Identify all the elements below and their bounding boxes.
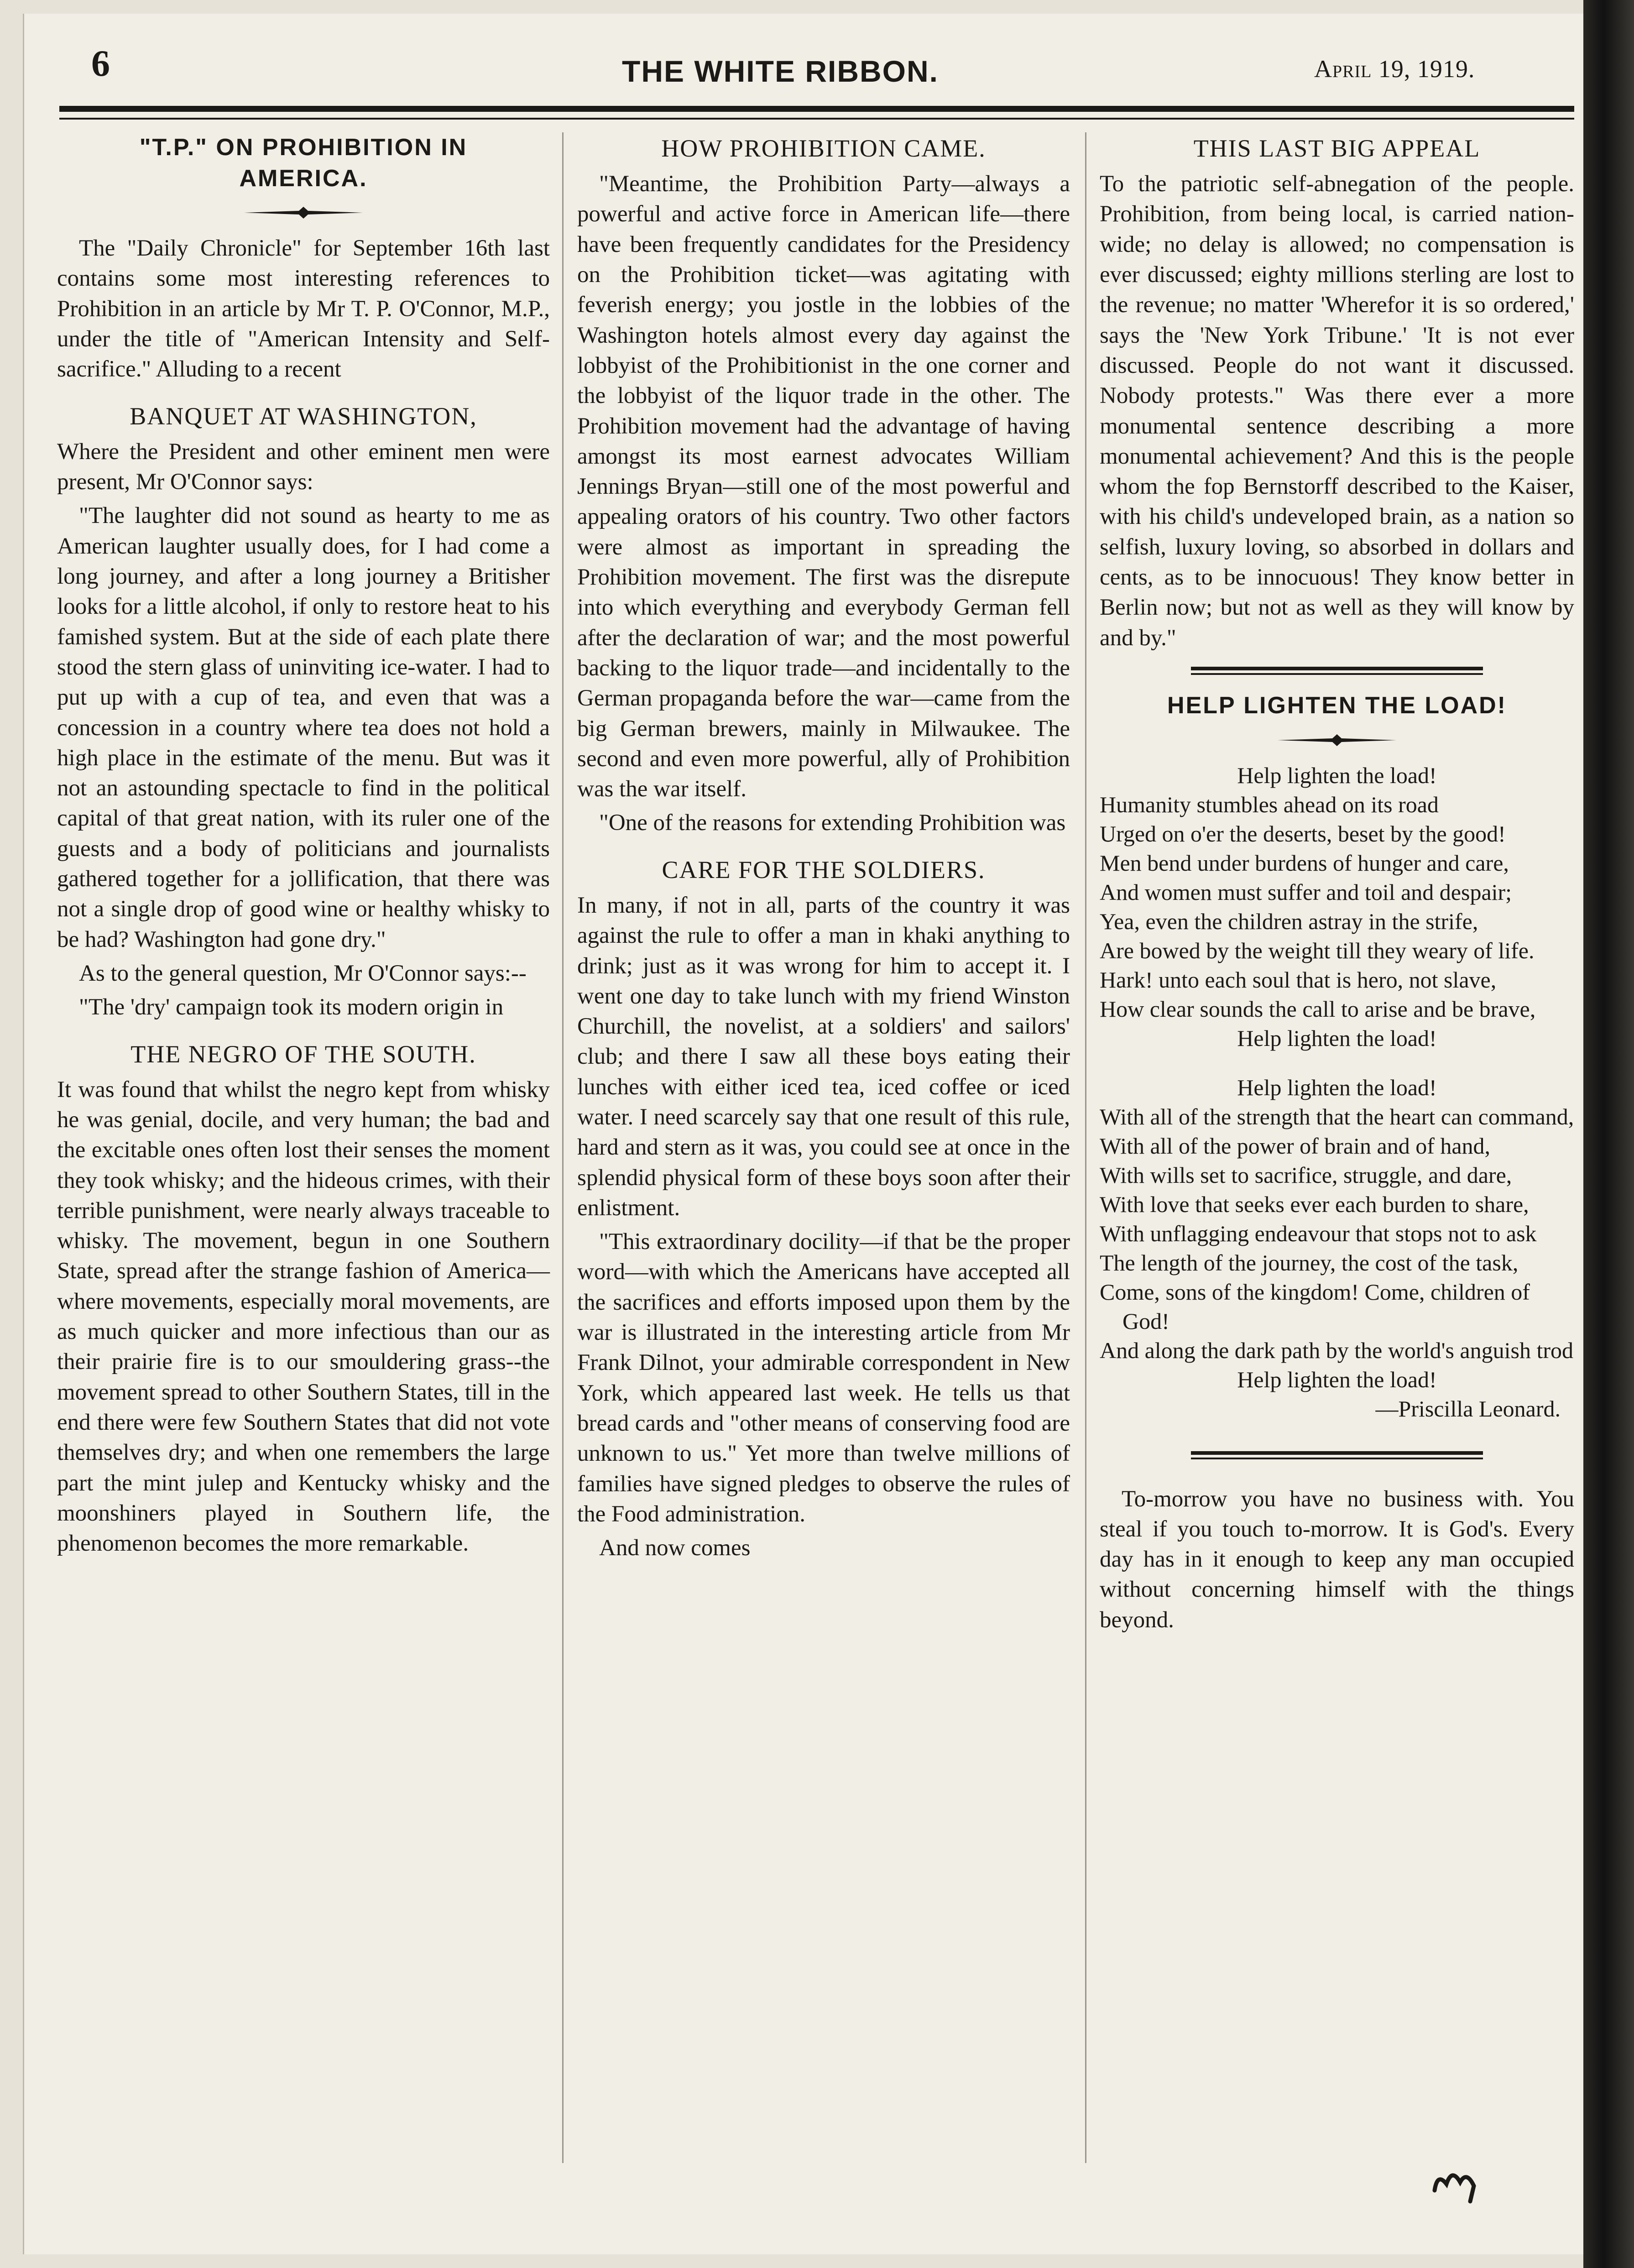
poem-line: With all of the power of brain and of hand, (1100, 1133, 1491, 1159)
section-subhead: THE NEGRO OF THE SOUTH. (131, 1040, 476, 1068)
paragraph: Where the President and other eminent men were present, Mr O'Connor says: (57, 439, 550, 495)
stanza-break (1100, 1053, 1574, 1073)
poem-line: And women must suffer and toil and despair; (1100, 879, 1512, 905)
headline-line: AMERICA. (239, 165, 368, 192)
ornament-divider (244, 206, 363, 219)
poem-line: Humanity stumbles ahead on its road (1100, 791, 1439, 817)
binding-shadow (1583, 0, 1634, 2268)
poem-line: Are bowed by the weight till they weary of life. (1100, 937, 1535, 963)
separator-rule (1191, 667, 1483, 677)
paragraph: "The 'dry' campaign took its modern origin in (79, 994, 504, 1020)
poem-line: With wills set to sacrifice, struggle, and dare, (1100, 1162, 1512, 1188)
section-subhead: CARE FOR THE SOLDIERS. (662, 856, 986, 883)
issue-date: April 19, 1919. (1314, 55, 1475, 83)
poem-line: Help lighten the load! (1237, 762, 1437, 788)
paragraph: In many, if not in all, parts of the country it was against the rule to offer a man in khaki anything to drink; just as it was wrong for him to accept it. I went one day to take lunch with my friend Winston Churchill, the novelist, at a soldiers' and sailors' club; and there I saw all these boys eating their lunches with either iced tea, iced coffee or iced water. I need scarcely say that one result of this rule, hard and stern as it was, you could see at once in the splendid physical form of these boys soon after their enlistment. (577, 892, 1070, 1221)
column-divider (1085, 132, 1086, 2163)
paragraph: And now comes (599, 1535, 751, 1561)
paragraph: As to the general question, Mr O'Connor says:-- (79, 960, 527, 986)
header-rule-thin (59, 118, 1574, 120)
paragraph: "Meantime, the Prohibition Party—always a powerful and active force in American life—there have been frequently candidates for the Presidency on the Prohibition ticket—was agitating with feverish energy; you jostle in the lobbies of the Washington hotels almost every day against the lobbyist of the Prohibitionist in the one corner and the lobbyist of the liquor trade in the other. The Prohibition movement had the advantage of having amongst its most earnest advocates William Jennings Bryan—still one of the most powerful and appealing orators of his country. Two other factors were almost as important in spreading the Prohibition movement. The first was the disrepute into which everything and everybody German fell after the declaration of war; and the most powerful backing to the liquor trade—and incidentally to the German propaganda before the war—came from the big German brewers, mainly in Milwaukee. The second and even more powerful, ally of Prohibition was the war itself. (577, 171, 1070, 802)
poem (1100, 761, 1574, 1394)
column-middle (577, 132, 1070, 1567)
paragraph: "One of the reasons for extending Prohibition was (599, 810, 1066, 836)
section-subhead: BANQUET AT WASHINGTON, (130, 402, 477, 430)
poem-line: With all of the strength that the heart can command, (1100, 1103, 1574, 1129)
poem-line: And along the dark path by the world's anguish trod (1100, 1337, 1573, 1363)
article-headline (57, 132, 550, 194)
poem-line: Help lighten the load! (1237, 1025, 1437, 1051)
poem-line: Help lighten the load! (1237, 1366, 1437, 1392)
poem-line: Yea, even the children astray in the strife, (1100, 908, 1478, 934)
poem-line: Help lighten the load! (1237, 1074, 1437, 1100)
header-rule-thick (59, 106, 1574, 112)
poem-line: How clear sounds the call to arise and be brave, (1100, 996, 1536, 1022)
poem-line: The length of the journey, the cost of the task, (1100, 1249, 1519, 1275)
section-subhead: HOW PROHIBITION CAME. (661, 135, 986, 162)
handwritten-mark-icon (1428, 2154, 1488, 2209)
poem-title: HELP LIGHTEN THE LOAD! (1167, 692, 1507, 719)
paragraph: "This extraordinary docility—if that be the proper word—with which the Americans have accepted all the sacrifices and efforts imposed upon them by the war is illustrated in the interesting article from Mr Frank Dilnot, your admirable correspondent in New York, which appeared last week. He tells us that bread cards and "other means of conserving food are unknown to us." Yet more than twelve millions of families have signed pledges to observe the rules of the Food administration. (577, 1229, 1070, 1527)
paragraph: The "Daily Chronicle" for September 16th last contains some most interesting references to Prohibition in an article by Mr T. P. O'Connor, M.P., under the title of "American Intensity and Self-sacrifice." Alluding to a recent (57, 235, 550, 382)
separator-rule (1191, 1451, 1483, 1461)
paragraph: To the patriotic self-abnegation of the people. Prohibition, from being local, is carried nation-wide; no delay is allowed; no compensation is ever discussed; eighty millions sterling are lost to the revenue; no matter 'Wherefor it is so ordered,' says the 'New York Tribune.' 'It is not ever discussed. People do not want it discussed. Nobody protests." Was there ever a more monumental sentence describing a more monumental achievement? And this is the people whom the fop Bernstorff described to the Kaiser, with his child's undeveloped brain, as a nation so selfish, luxury loving, so absorbed in dollars and cents, as to be innocuous! They know better in Berlin now; but not as well as they will know by and by." (1100, 171, 1574, 651)
section-subhead: THIS LAST BIG APPEAL (1193, 135, 1481, 162)
ornament-divider (1278, 733, 1396, 747)
column-left (57, 132, 550, 1562)
poem-line: Urged on o'er the deserts, beset by the good! (1100, 820, 1506, 847)
headline-line: "T.P." ON PROHIBITION IN (139, 134, 468, 161)
masthead-title: THE WHITE RIBBON. (622, 54, 939, 88)
poem-line: Come, sons of the kingdom! Come, children of God! (1100, 1279, 1530, 1334)
column-divider (562, 132, 564, 2163)
poem-line: With love that seeks ever each burden to share, (1100, 1191, 1529, 1217)
poem-line: Hark! unto each soul that is hero, not slave, (1100, 967, 1497, 993)
poem-line: With unflagging endeavour that stops not to ask (1100, 1220, 1537, 1246)
column-right (1100, 132, 1574, 1639)
paragraph: To-morrow you have no business with. You steal if you touch to-morrow. It is God's. Every day has in it enough to keep any man occupied without concerning himself with the things beyond. (1100, 1486, 1574, 1633)
paragraph: It was found that whilst the negro kept from whisky he was genial, docile, and very human; the bad and the excitable ones often lost their senses the moment they took whisky; and the hideous crimes, with their terrible punishment, were nearly always traceable to whisky. The movement, begun in one Southern State, spread after the strange fashion of America—where movements, especially moral movements, are as much quicker and more infectious than our as their prairie fire is to our smouldering grass--the movement spread to other Southern States, till in the end there were few Southern States that did not vote themselves dry; and when one remembers the large part the mint julep and Kentucky whisky and the moonshiners played in Southern life, the phenomenon becomes the more remarkable. (57, 1077, 550, 1557)
poem-line: Men bend under burdens of hunger and care, (1100, 850, 1509, 876)
paragraph: "The laughter did not sound as hearty to me as American laughter usually does, for I had come a long journey, and after a long journey a Britisher looks for a little alcohol, if only to restore heat to his famished system. But at the side of each plate there stood the stern glass of uninviting ice-water. I had to put up with a cup of tea, and even that was a concession in a country where tea does not hold a high place in the estimate of the menu. But was it not an astounding spectacle to find in the political capital of that great nation, with its ruler one of the guests and a body of politicians and journalists gathered together for a jollification, that there was not a single drop of good wine or healthy whisky to be had? Washington had gone dry." (57, 503, 550, 952)
page-number: 6 (91, 42, 110, 84)
poem-signature: —Priscilla Leonard. (1375, 1395, 1561, 1421)
